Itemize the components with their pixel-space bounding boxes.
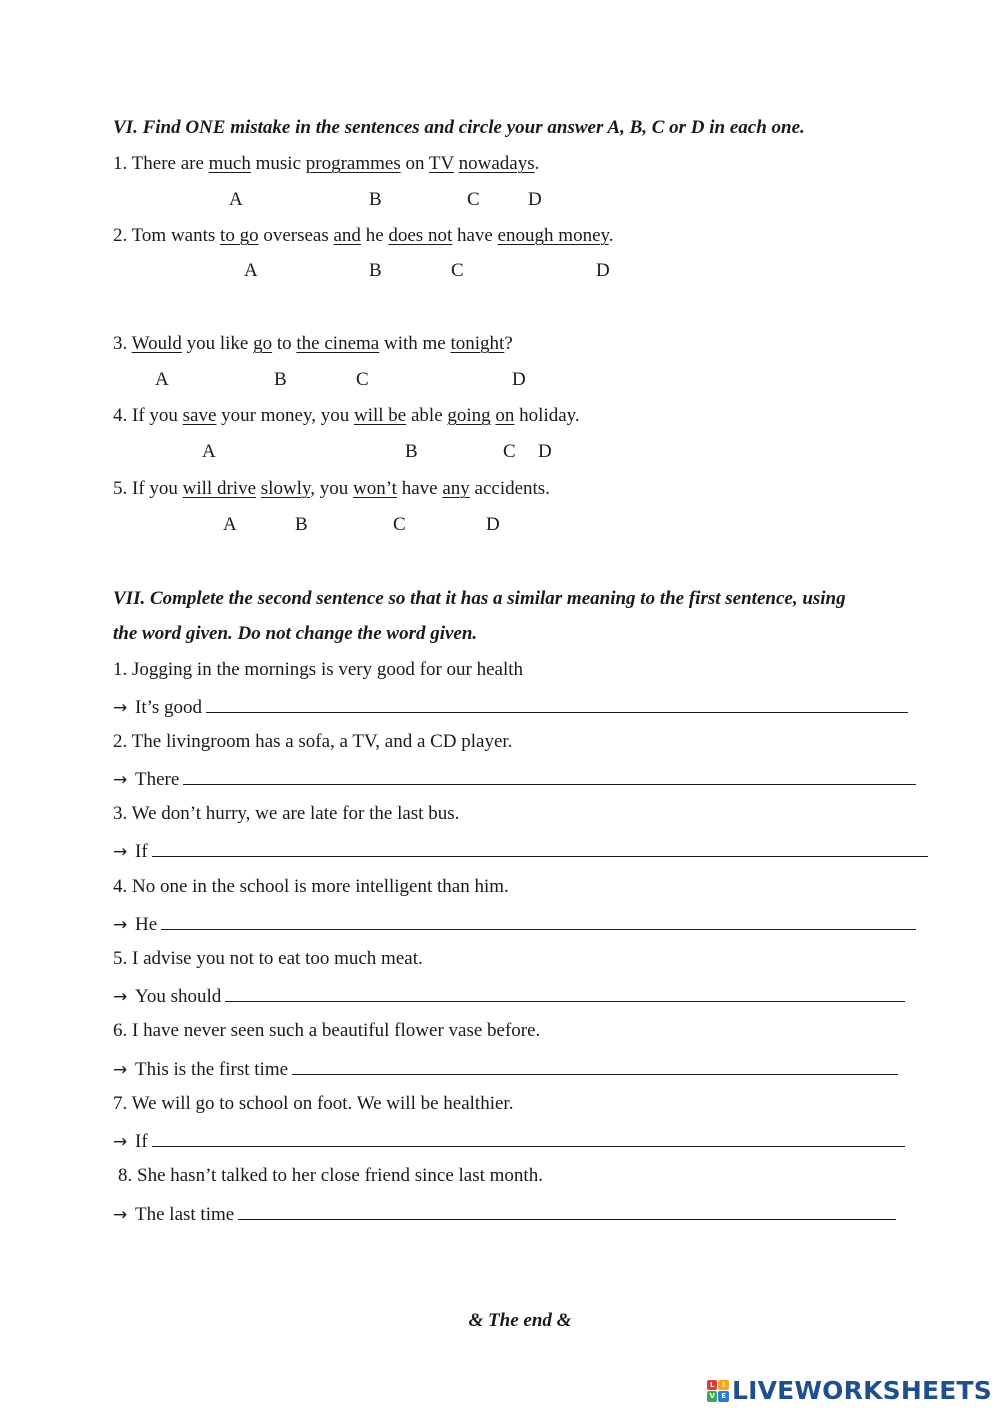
text: your money, you (216, 405, 354, 426)
answer-blank[interactable] (206, 694, 908, 713)
sentence-start: If (135, 1131, 148, 1152)
option-d[interactable]: D (486, 514, 500, 535)
arrow-icon: → (113, 915, 128, 935)
arrow-icon: → (113, 842, 128, 862)
question-6-2 (113, 224, 614, 248)
answer-blank[interactable] (225, 983, 905, 1002)
logo-mark-e: E (718, 1391, 729, 1402)
text: 1. There are (113, 153, 209, 174)
underlined-part-d: tonight (450, 333, 505, 354)
text: have (452, 225, 498, 246)
underlined-part-a: Would (131, 333, 182, 354)
text: on (400, 153, 429, 174)
option-c[interactable]: C (451, 260, 464, 281)
option-c[interactable]: C (503, 441, 516, 462)
the-end-text: & The end & (468, 1310, 572, 1331)
answer-blank[interactable] (238, 1201, 896, 1220)
underlined-part-c: won’t (352, 478, 397, 499)
option-c[interactable]: C (356, 369, 369, 390)
answer-blank[interactable] (152, 838, 928, 857)
text: 3. (113, 333, 132, 354)
text: . (608, 225, 614, 246)
text: able (406, 405, 448, 426)
option-d[interactable]: D (528, 189, 542, 210)
sentence-start: If (135, 841, 148, 862)
rewrite-sentence-7: 7. We will go to school on foot. We will be healthier. (113, 1093, 514, 1114)
underlined-part-c: does not (388, 225, 453, 246)
sentence-start: You should (135, 986, 222, 1007)
underlined-part-c: TV (428, 153, 454, 174)
text: music (250, 153, 306, 174)
sentence-start: The last time (135, 1204, 235, 1225)
logo-mark-i: I (718, 1380, 729, 1391)
answer-line-1 (113, 694, 908, 720)
underlined-part-c: going (447, 405, 491, 426)
arrow-icon: → (113, 987, 128, 1007)
answer-blank[interactable] (161, 911, 916, 930)
answer-blank[interactable] (183, 766, 916, 785)
section-7-heading-line-1: VII. Complete the second sentence so that it has a similar meaning to the first sentence, using (113, 588, 846, 609)
text: . (534, 153, 540, 174)
question-6-3 (113, 332, 513, 356)
section-7-heading-line-2: the word given. Do not change the word given. (113, 623, 478, 644)
arrow-icon: → (113, 1205, 128, 1225)
logo-mark-v: V (707, 1391, 718, 1402)
option-c[interactable]: C (393, 514, 406, 535)
answer-line-7 (113, 1128, 905, 1154)
text: overseas (258, 225, 334, 246)
answer-line-4 (113, 911, 916, 937)
answer-line-3 (113, 838, 928, 864)
arrow-icon: → (113, 770, 128, 790)
underlined-part-d: nowadays (458, 153, 535, 174)
option-a[interactable]: A (244, 260, 258, 281)
section-6-heading: VI. Find ONE mistake in the sentences and circle your answer A, B, C or D in each one. (113, 117, 805, 138)
sentence-start: There (135, 769, 180, 790)
answer-line-5 (113, 983, 905, 1009)
text: you like (181, 333, 254, 354)
answer-line-6 (113, 1056, 898, 1082)
logo-mark-icon (707, 1380, 729, 1402)
underlined-part-b: will be (353, 405, 407, 426)
text: he (360, 225, 389, 246)
option-a[interactable]: A (229, 189, 243, 210)
arrow-icon: → (113, 1060, 128, 1080)
option-d[interactable]: D (512, 369, 526, 390)
text: 5. If you (113, 478, 183, 499)
rewrite-sentence-3: 3. We don’t hurry, we are late for the last bus. (113, 803, 460, 824)
underlined-part-a: to go (220, 225, 259, 246)
underlined-part-a: will drive (182, 478, 257, 499)
option-b[interactable]: B (274, 369, 287, 390)
text: 2. Tom wants (113, 225, 221, 246)
answer-line-8 (113, 1201, 896, 1227)
text: to (272, 333, 297, 354)
answer-line-2 (113, 766, 916, 792)
logo-text: LIVEWORKSHEETS (731, 1376, 992, 1405)
liveworksheets-logo[interactable] (707, 1376, 992, 1405)
underlined-part-b: programmes (305, 153, 401, 174)
text: 4. If you (113, 405, 183, 426)
text: holiday. (514, 405, 580, 426)
sentence-start: He (135, 914, 158, 935)
rewrite-sentence-8: 8. She hasn’t talked to her close friend since last month. (118, 1165, 543, 1186)
rewrite-sentence-4: 4. No one in the school is more intelligent than him. (113, 876, 509, 897)
option-b[interactable]: B (295, 514, 308, 535)
arrow-icon: → (113, 1132, 128, 1152)
underlined-part-a: save (182, 405, 217, 426)
underlined-part-a: much (208, 153, 251, 174)
question-6-4 (113, 404, 580, 428)
text: , you (310, 478, 353, 499)
logo-mark-l: L (707, 1380, 718, 1391)
rewrite-sentence-2: 2. The livingroom has a sofa, a TV, and a CD player. (113, 731, 513, 752)
text: with me (379, 333, 451, 354)
option-d[interactable]: D (596, 260, 610, 281)
rewrite-sentence-5: 5. I advise you not to eat too much meat. (113, 948, 423, 969)
underlined-part-b: slowly (260, 478, 311, 499)
option-a[interactable]: A (223, 514, 237, 535)
underlined-part-c: the cinema (296, 333, 380, 354)
underlined-part-d: on (495, 405, 515, 426)
text: accidents. (469, 478, 550, 499)
option-c[interactable]: C (467, 189, 480, 210)
text: have (396, 478, 443, 499)
sentence-start: This is the first time (135, 1059, 289, 1080)
option-a[interactable]: A (202, 441, 216, 462)
rewrite-sentence-1: 1. Jogging in the mornings is very good for our health (113, 659, 524, 680)
option-d[interactable]: D (538, 441, 552, 462)
underlined-part-b: and (333, 225, 361, 246)
underlined-part-d: enough money (497, 225, 609, 246)
rewrite-sentence-6: 6. I have never seen such a beautiful flower vase before. (113, 1020, 541, 1041)
answer-blank[interactable] (152, 1128, 905, 1147)
sentence-start: It’s good (135, 697, 203, 718)
option-b[interactable]: B (369, 260, 382, 281)
option-a[interactable]: A (155, 369, 169, 390)
answer-blank[interactable] (292, 1056, 898, 1075)
text: ? (504, 333, 513, 354)
question-6-5 (113, 477, 550, 501)
question-6-1 (113, 152, 539, 176)
underlined-part-b: go (253, 333, 273, 354)
arrow-icon: → (113, 698, 128, 718)
option-b[interactable]: B (405, 441, 418, 462)
option-b[interactable]: B (369, 189, 382, 210)
underlined-part-d: any (442, 478, 470, 499)
